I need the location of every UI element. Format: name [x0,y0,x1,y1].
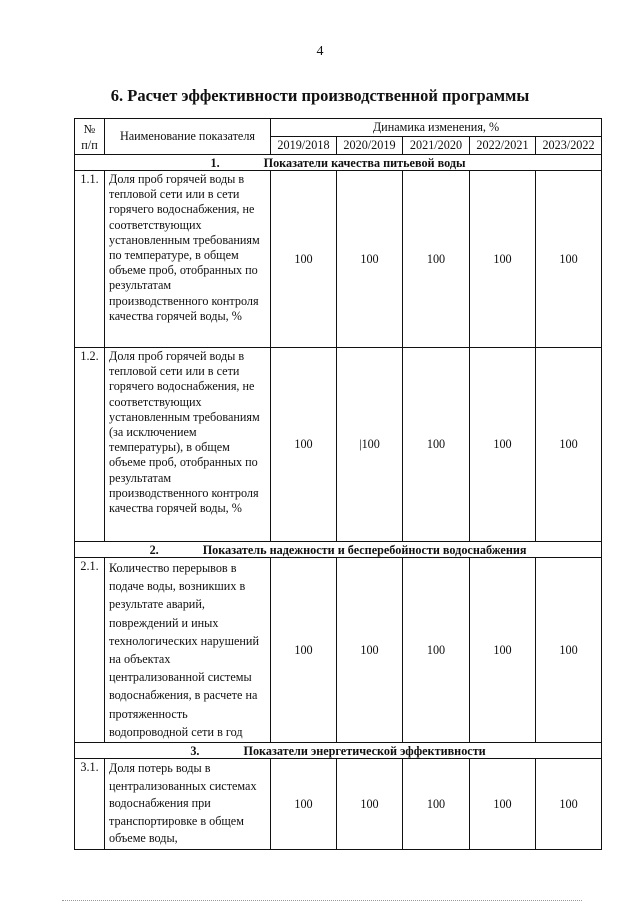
row-value: 100 [403,171,470,348]
page-number: 4 [316,44,324,59]
section-row [75,542,602,558]
row-value: |100 [337,348,403,542]
row-indicator-name: Количество перерывов в подаче воды, возникших в результате аварий, повреждений и иных технологических нарушений на объектах централизованной системы водоснабжения, в расчете на протяженность водопроводной сети в год [105,558,271,743]
row-value: 100 [271,171,337,348]
header-number: № [83,121,96,136]
header-year: 2019/2018 [271,137,337,155]
section-title: Показатель надежности и бесперебойности водоснабжения [202,542,527,557]
row-number: 3.1. [75,759,105,850]
section-heading [75,542,602,558]
section-heading [75,155,602,171]
header-number-cell [75,119,105,155]
header-year: 2023/2022 [536,137,602,155]
row-number: 1.2. [75,348,105,542]
row-value: 100 [337,558,403,743]
row-value: 100 [536,759,602,850]
section-row [75,155,602,171]
row-value: 100 [403,558,470,743]
table-row [75,348,602,542]
table-row [75,558,602,743]
header-indicator-name: Наименование показателя [105,119,271,155]
row-value: 100 [536,171,602,348]
section-row [75,743,602,759]
header-dynamics: Динамика изменения, % [271,119,602,137]
table-row [75,759,602,850]
header-year: 2021/2020 [403,137,470,155]
row-value: 100 [536,558,602,743]
row-indicator-name: Доля потерь воды в централизованных системах водоснабжения при транспортировке в общем объеме воды, [105,759,271,850]
row-value: 100 [470,348,536,542]
row-value: 100 [271,348,337,542]
row-value: 100 [271,558,337,743]
row-indicator-name: Доля проб горячей воды в тепловой сети или в сети горячего водоснабжения, не соответствующих установленным требованиям по температуре, в общем объеме проб, отобранных по результатам производственного контроля качества горячей воды, % [105,171,271,348]
row-value: 100 [337,171,403,348]
row-value: 100 [271,759,337,850]
page-bottom-edge [62,900,582,901]
row-value: 100 [470,171,536,348]
header-year: 2020/2019 [337,137,403,155]
row-value: 100 [470,759,536,850]
row-value: 100 [403,759,470,850]
efficiency-table [74,118,602,850]
row-value: 100 [337,759,403,850]
row-value: 100 [536,348,602,542]
section-heading [75,743,602,759]
section-title: Показатели энергетической эффективности [243,743,486,758]
row-number: 1.1. [75,171,105,348]
document-title: 6. Расчет эффективности производственной программы [110,86,530,105]
table-row [75,171,602,348]
row-value: 100 [470,558,536,743]
row-indicator-name: Доля проб горячей воды в тепловой сети или в сети горячего водоснабжения, не соответствующих установленным требованиям (за исключением температуры), в общем объеме проб, отобранных по результатам производственного контроля качества горячей воды, % [105,348,271,542]
section-title: Показатели качества питьевой воды [263,155,466,170]
table-header-row [75,119,602,137]
header-year: 2022/2021 [470,137,536,155]
section-number: 2. [149,542,159,557]
section-number: 1. [210,155,220,170]
row-number: 2.1. [75,558,105,743]
header-number-sub: п/п [81,137,98,152]
row-value: 100 [403,348,470,542]
section-number: 3. [190,743,200,758]
